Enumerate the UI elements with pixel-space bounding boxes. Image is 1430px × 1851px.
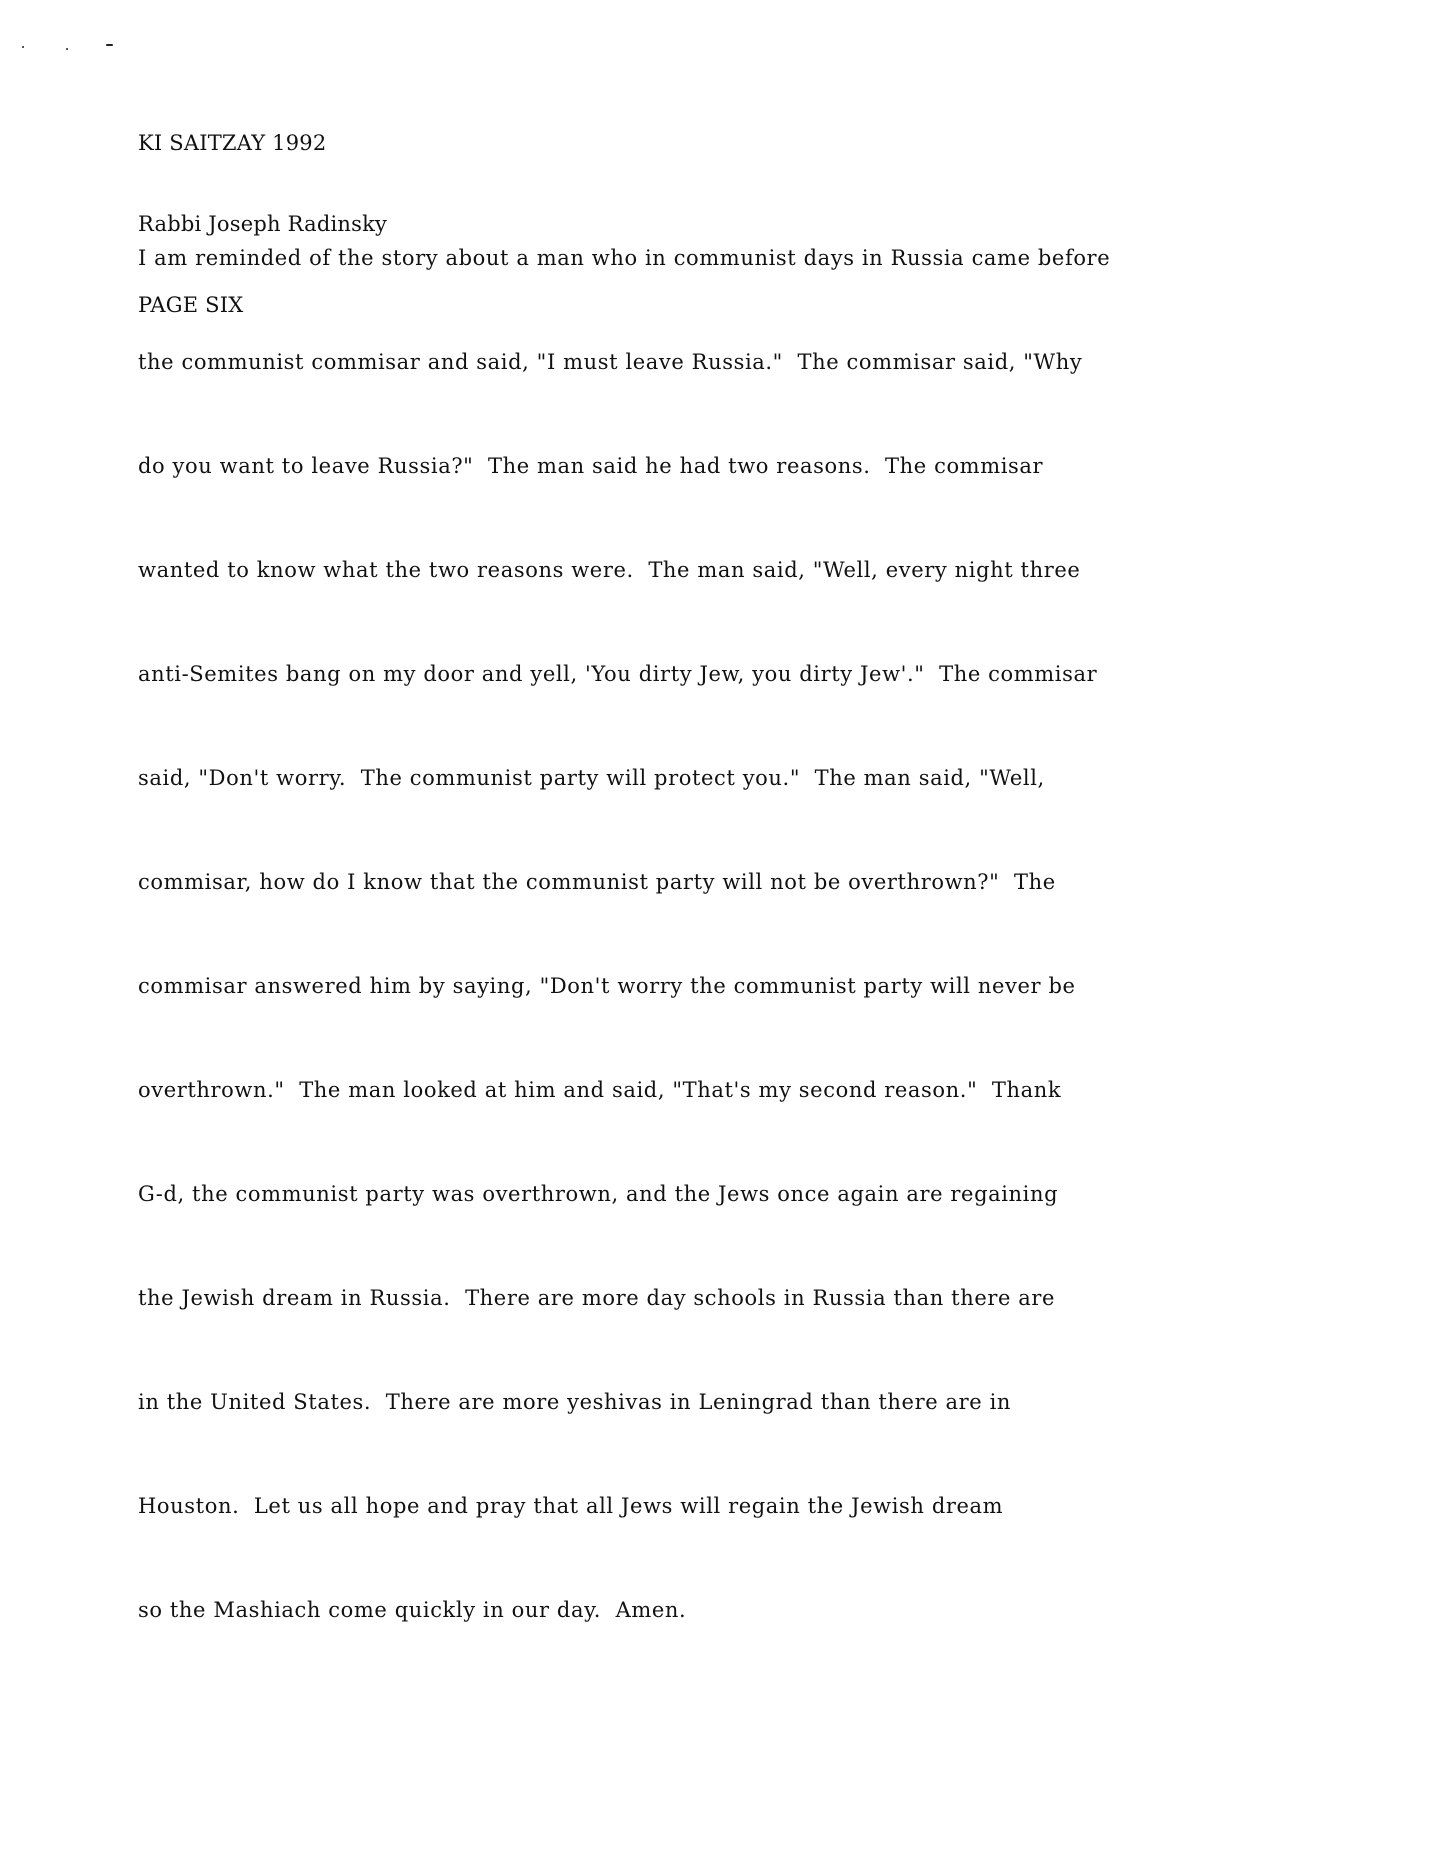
- scan-speck: [22, 46, 24, 48]
- body-line: G-d, the communist party was overthrown, and the Jews once again are regaining: [138, 1182, 1059, 1206]
- body-line: in the United States. There are more yeshivas in Leningrad than there are in: [138, 1390, 1012, 1414]
- body-line: commisar answered him by saying, "Don't worry the communist party will never be: [138, 974, 1076, 998]
- body-line: said, "Don't worry. The communist party will protect you." The man said, "Well,: [138, 766, 1045, 790]
- body-line: commisar, how do I know that the communist party will not be overthrown?" The: [138, 870, 1056, 894]
- body-line: I am reminded of the story about a man who in communist days in Russia came before: [138, 246, 1111, 270]
- scan-speck: [66, 48, 68, 50]
- body-line: Houston. Let us all hope and pray that all Jews will regain the Jewish dream: [138, 1494, 1004, 1518]
- body-line: the communist commisar and said, "I must leave Russia." The commisar said, "Why: [138, 350, 1083, 374]
- document-body: [138, 182, 1288, 1686]
- body-line: wanted to know what the two reasons were. The man said, "Well, every night three: [138, 558, 1081, 582]
- body-line: so the Mashiach come quickly in our day. Amen.: [138, 1598, 687, 1622]
- document-title: KI SAITZAY 1992: [138, 131, 327, 155]
- body-line: overthrown." The man looked at him and said, "That's my second reason." Thank: [138, 1078, 1062, 1102]
- body-line: the Jewish dream in Russia. There are more day schools in Russia than there are: [138, 1286, 1056, 1310]
- scan-speck: [106, 44, 113, 46]
- scan-specks: [22, 44, 122, 54]
- body-line: do you want to leave Russia?" The man said he had two reasons. The commisar: [138, 454, 1044, 478]
- document-author: Rabbi Joseph Radinsky: [138, 212, 388, 236]
- body-line: anti-Semites bang on my door and yell, 'You dirty Jew, you dirty Jew'." The commisar: [138, 662, 1098, 686]
- page-label: PAGE SIX: [138, 293, 244, 317]
